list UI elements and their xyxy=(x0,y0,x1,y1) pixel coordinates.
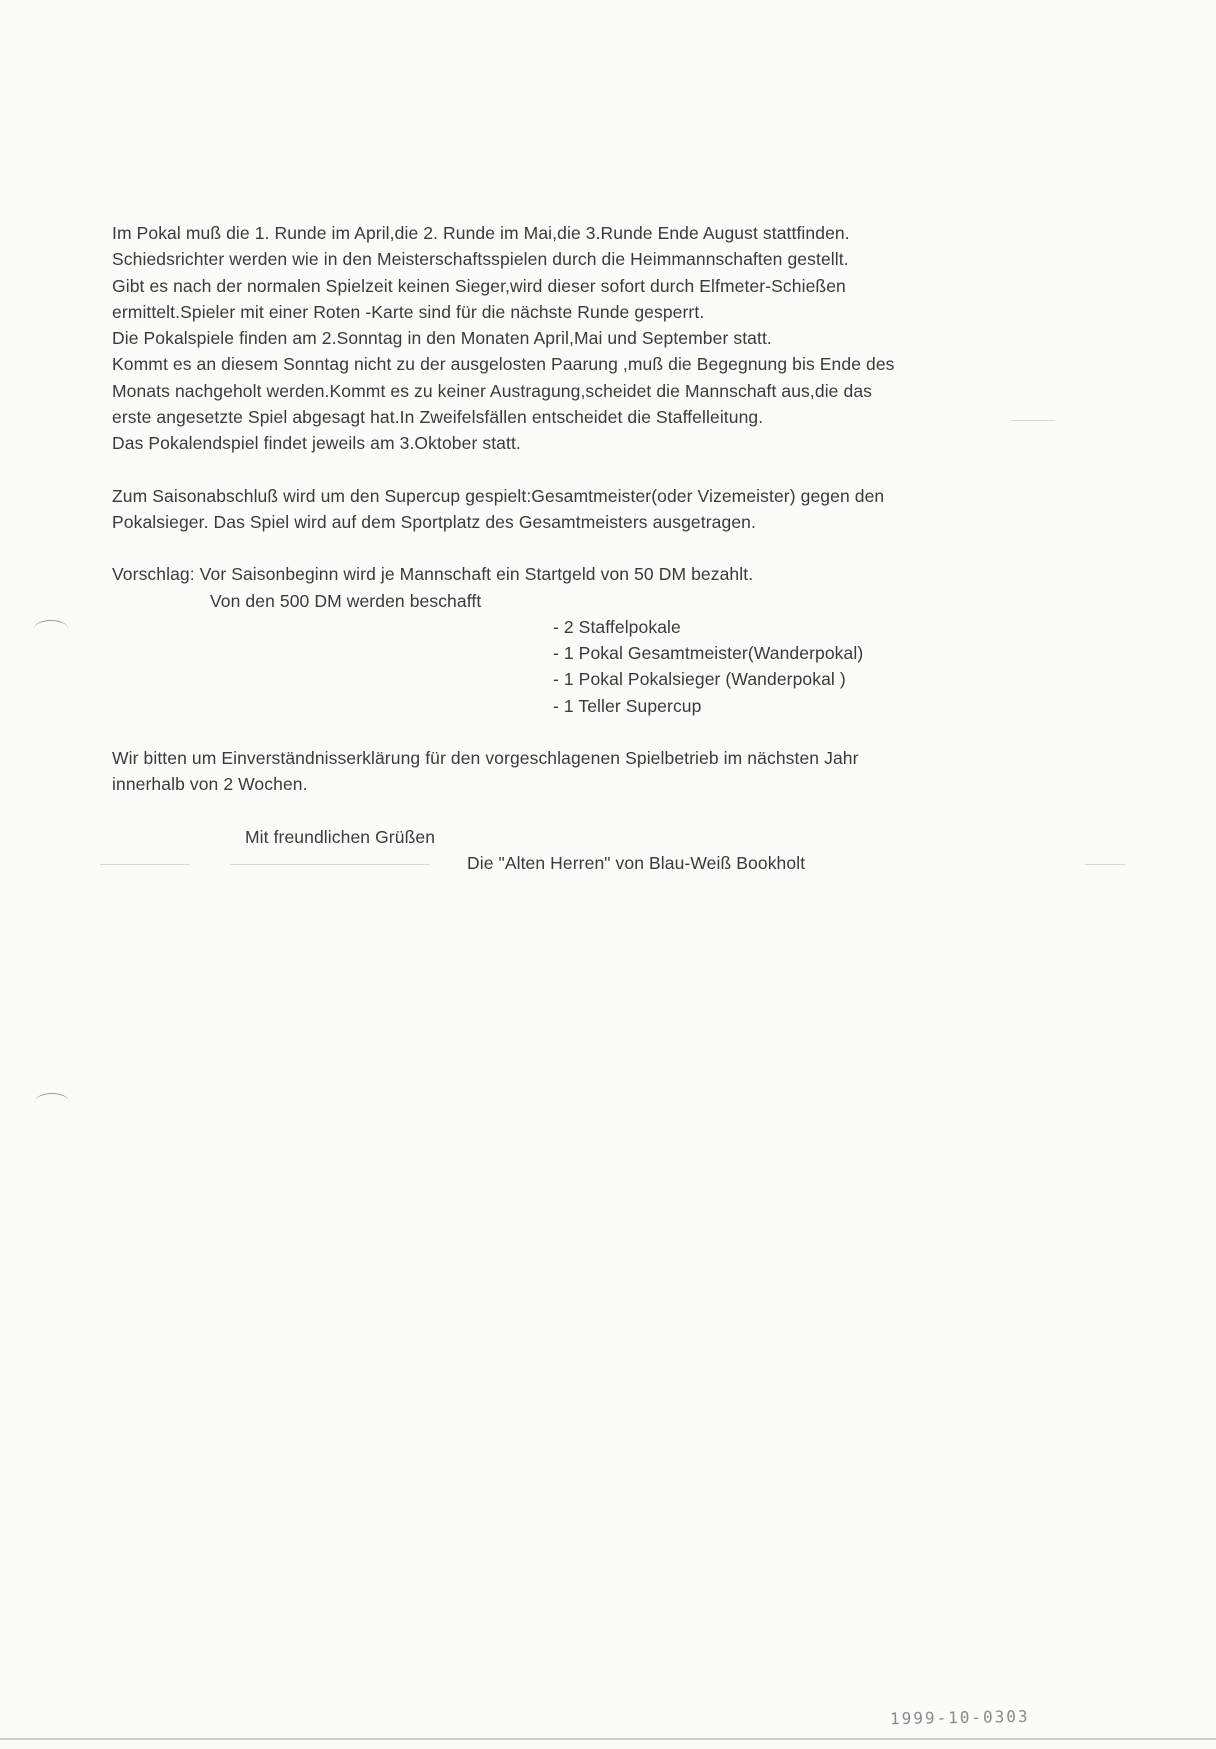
letter-body xyxy=(112,220,1042,876)
paragraph-spacer xyxy=(112,457,1042,483)
text-line: Pokalsieger. Das Spiel wird auf dem Sportplatz des Gesamtmeisters ausgetragen. xyxy=(112,511,756,532)
paragraph-request xyxy=(112,745,1042,798)
text-line: Wir bitten um Einverständnisserklärung für den vorgeschlagenen Spielbetrieb im nächsten Jahr xyxy=(112,748,859,769)
text-line: Schiedsrichter werden wie in den Meisterschaftsspielen durch die Heimmannschaften gestellt. xyxy=(112,249,849,270)
text-line: Zum Saisonabschluß wird um den Supercup gespielt:Gesamtmeister(oder Vizemeister) gegen den xyxy=(112,485,885,506)
proposal-item: - 1 Teller Supercup xyxy=(553,695,702,716)
text-line: innerhalb von 2 Wochen. xyxy=(112,774,308,795)
paragraph-pokal-rules xyxy=(112,220,1042,457)
scan-artifact-line xyxy=(1085,864,1125,865)
paragraph-spacer xyxy=(112,535,1042,561)
paragraph-proposal xyxy=(112,561,1042,719)
text-line: erste angesetzte Spiel abgesagt hat.In Zweifelsfällen entscheidet die Staffelleitung. xyxy=(112,407,764,428)
page-bottom-edge xyxy=(0,1738,1216,1740)
text-line: Die Pokalspiele finden am 2.Sonntag in den Monaten April,Mai und September statt. xyxy=(112,328,772,349)
text-line: Monats nachgeholt werden.Kommt es zu keiner Austragung,scheidet die Mannschaft aus,die das xyxy=(112,380,872,401)
closing-greeting: Mit freundlichen Grüßen xyxy=(245,826,436,847)
text-line: Gibt es nach der normalen Spielzeit keinen Sieger,wird dieser sofort durch Elfmeter-Schießen xyxy=(112,275,846,296)
proposal-item: - 1 Pokal Pokalsieger (Wanderpokal ) xyxy=(553,669,846,690)
proposal-item: - 1 Pokal Gesamtmeister(Wanderpokal) xyxy=(553,643,864,664)
proposal-item: - 2 Staffelpokale xyxy=(553,616,681,637)
text-line: Kommt es an diesem Sonntag nicht zu der ausgelosten Paarung ,muß die Begegnung bis Ende des xyxy=(112,354,895,375)
closing-block xyxy=(112,824,1042,877)
text-line: Im Pokal muß die 1. Runde im April,die 2. Runde im Mai,die 3.Runde Ende August stattfinden. xyxy=(112,223,850,243)
paragraph-spacer xyxy=(112,798,1042,824)
signature-line: Die "Alten Herren" von Blau-Weiß Bookholt xyxy=(467,852,806,873)
punch-hole-mark xyxy=(34,620,68,637)
paragraph-supercup xyxy=(112,483,1042,536)
paragraph-spacer xyxy=(112,719,1042,745)
punch-hole-mark xyxy=(35,1093,69,1110)
proposal-line: Vorschlag: Vor Saisonbeginn wird je Mannschaft ein Startgeld von 50 DM bezahlt. xyxy=(112,564,754,585)
text-line: Das Pokalendspiel findet jeweils am 3.Oktober statt. xyxy=(112,433,521,454)
proposal-subline: Von den 500 DM werden beschafft xyxy=(210,590,482,611)
text-line: ermittelt.Spieler mit einer Roten -Karte sind für die nächste Runde gesperrt. xyxy=(112,301,705,322)
archive-reference-number: 1999-10-0303 xyxy=(889,1706,1030,1729)
